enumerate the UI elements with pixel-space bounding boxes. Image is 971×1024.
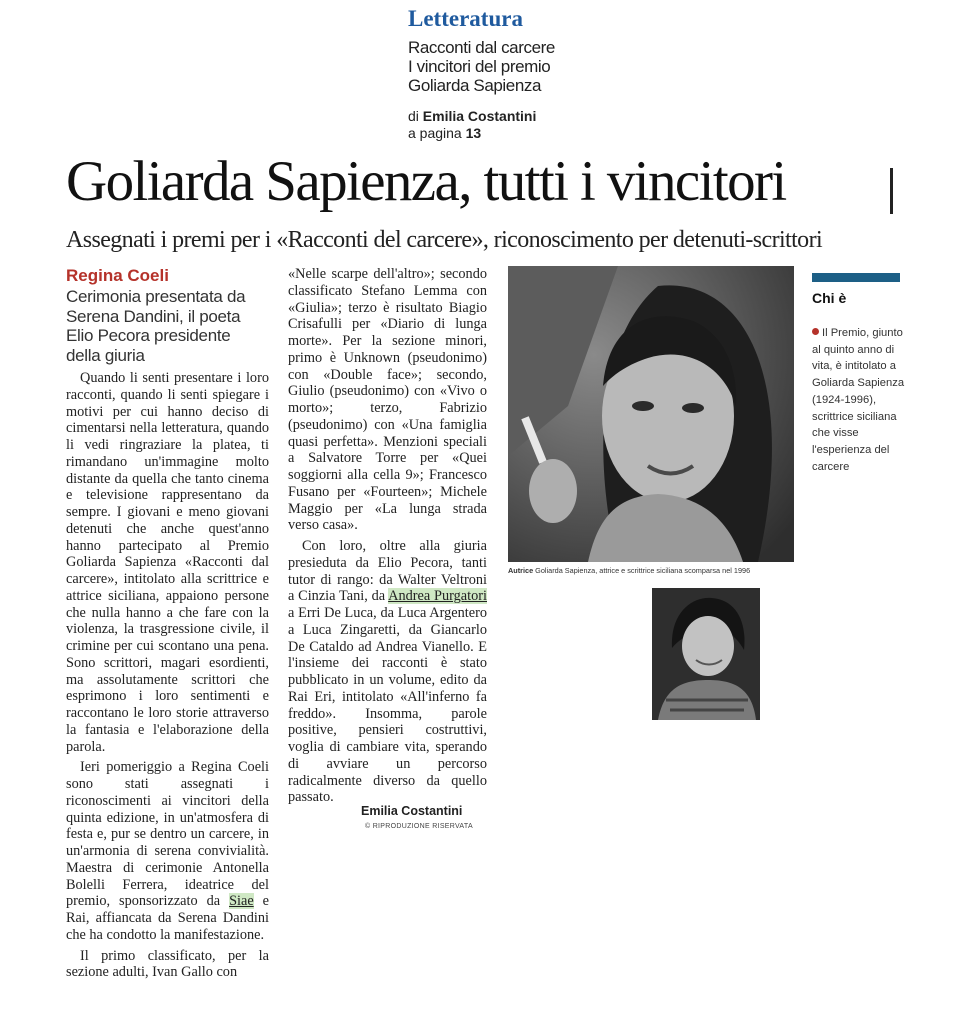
teaser-line: I vincitori del premio — [408, 57, 551, 76]
deck: Cerimonia presentata da Serena Dandini, il poeta Elio Pecora presidente della giuria — [66, 287, 246, 365]
teaser-lines — [408, 38, 555, 95]
paragraph: Il primo classificato, per la sezione adulti, Ivan Gallo con — [66, 947, 269, 981]
teaser-byline — [408, 108, 536, 125]
caption-label: Autrice — [508, 566, 534, 575]
paragraph-text: a Erri De Luca, da Luca Argentero a Luca Zingaretti, da Giancarlo De Cataldo ad Andrea Vianello. E l'insieme dei racconti è stato pubblicato in un volume, edito da Rai Eri, intitolato «All'inferno fa freddo». Insomma, parole positive, pensieri costruttivi, voglia di cambiare vita, sperando di avviare un percorso radicalmente diverso da quello passato. — [288, 605, 487, 806]
young-portrait-photo — [652, 588, 760, 720]
sidebar-title: Chi è — [812, 290, 847, 306]
paragraph-text: e Rai, affiancata da Serena Dandini che ha condotto la manifestazione. — [66, 893, 270, 943]
paragraph: «Nelle scarpe dell'altro»; secondo classificato Stefano Lemma con «Giulia»; terzo è risultato Biagio Crisafulli per «Diario di lunga morte». Per la sezione minori, primo è Unknown (pseudonimo) con «Double face»; secondo, Giulio (pseudonimo) con «Vivo o morto»; terzo, Fabrizio (pseudonimo) con «Una famiglia quasi perfetta». Menzioni speciali a Salvatore Torre per «Quei soggiorni alla cella 9»; Francesco Fusano per «Fourteen»; Michele Maggio per «La lunga strada verso casa». — [288, 266, 487, 534]
bullet-dot-icon — [812, 328, 819, 335]
paragraph-text: Con loro, oltre alla giuria presieduta da Elio Pecora, tanti tutor di rango: da Walter Veltroni a Cinzia Tani, da — [288, 538, 487, 605]
paragraph-text: Ieri pomeriggio a Regina Coeli sono stati assegnati i riconoscimenti ai vincitori della quinta edizione, in un'atmosfera di festa e, pur se dentro un carcere, in un'armonia di serena convivialità. Maestra di cerimonie Antonella Bolelli Ferrera, ideatrice del premio, sponsorizzato da — [66, 759, 269, 910]
article-column-1 — [66, 370, 269, 1010]
headline-cursor-bar — [890, 168, 893, 214]
portrait-image — [508, 266, 794, 562]
teaser-line: Racconti dal carcere — [408, 38, 555, 57]
signature: Emilia Costantini — [361, 804, 463, 818]
caption-text: Goliarda Sapienza, attrice e scrittrice siciliana scomparsa nel 1996 — [535, 566, 751, 575]
photo-caption — [508, 566, 750, 575]
article-column-2 — [288, 266, 487, 806]
headline: Goliarda Sapienza, tutti i vincitori — [66, 150, 786, 213]
sidebar-body: Il Premio, giunto al quinto anno di vita, è intitolato a Goliarda Sapienza (1924-1996), scrittrice siciliana che visse l'esperienza del carcere — [812, 327, 905, 473]
andrea-purgatori-link[interactable]: Andrea Purgatori — [388, 588, 487, 605]
page-number: 13 — [465, 125, 482, 141]
teaser-page-ref — [408, 125, 481, 141]
paragraph — [288, 538, 487, 806]
byline-author: Emilia Costantini — [422, 108, 537, 124]
paragraph — [66, 759, 269, 943]
paragraph: Quando li senti presentare i loro racconti, quando li senti spiegare i motivi per cui hanno deciso di cimentarsi nella letteratura, quando li vedi ringraziare la platea, ti rimandano un'immagine molto distante da quella che tanto cinema e televisione rappresentano da sempre. I giovani e meno giovani detenuti che anche quest'anno hanno partecipato al Premio Goliarda Sapienza «Racconti dal carcere», intitolato alla scrittrice e attrice siciliana, appaiono persone che nulla hanno a che fare con la violenza, la trasgressione civile, il crimine per cui scontano una pena. Sono scrittori, magari esordienti, ma assolutamente scrittori che esprimono i loro sentimenti e raccontano le loro storie attraverso la fantasia e l'elaborazione della parola. — [66, 370, 269, 755]
section-label: Letteratura — [408, 6, 523, 31]
byline-prefix: di — [408, 108, 419, 124]
sidebar-accent-bar — [812, 273, 900, 282]
portrait-photo — [508, 266, 794, 562]
copyright-note: © RIPRODUZIONE RISERVATA — [365, 823, 473, 830]
sidebar-text — [812, 325, 912, 475]
page-prefix: a pagina — [408, 125, 462, 141]
teaser-line: Goliarda Sapienza — [408, 76, 542, 95]
young-portrait-image — [652, 588, 760, 720]
siae-link[interactable]: Siae — [229, 893, 254, 910]
subheadline: Assegnati i premi per i «Racconti del carcere», riconoscimento per detenuti-scrittori — [66, 227, 823, 253]
kicker: Regina Coeli — [66, 266, 169, 285]
